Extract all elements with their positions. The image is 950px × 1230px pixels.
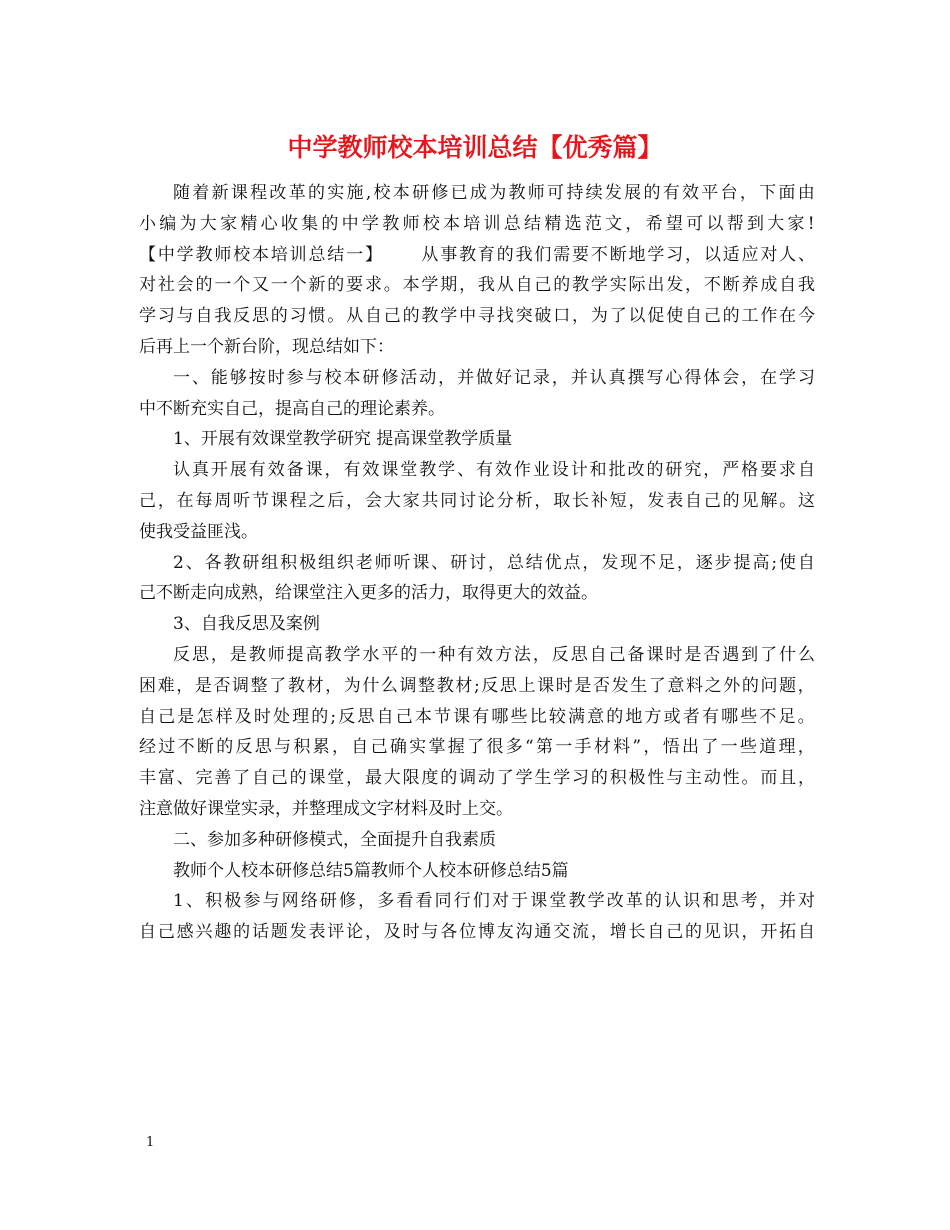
text-line: 教师个人校本研修总结5篇教师个人校本研修总结5篇 — [173, 860, 569, 881]
text-line: 随 着 新 课 程 改 革 的 实 施 , 校 本 研 修 已 成 为 教 师 可 持 续 发 展 的 有 效 平 台 ， 下 面 由 — [173, 183, 815, 203]
text-line: 后再上一个新台阶，现总结如下： — [139, 336, 394, 357]
text-line: 中不断充实自己，提高自己的理论素养。 — [139, 398, 445, 419]
text-line: 己不断走向成熟，给课堂注入更多的活力，取得更大的效益。 — [139, 583, 598, 604]
text-line: 学 习 与 自 我 反 思 的 习 惯 。 从 自 己 的 教 学 中 寻 找 突 破 口 ， 为 了 以 促 使 自 己 的 工 作 在 今 — [139, 306, 815, 327]
text-line: 二、参加多种研修模式，全面提升自我素质 — [173, 829, 496, 850]
text-line: 经 过 不 断 的 反 思 与 积 累 ， 自 己 确 实 掌 握 了 很 多 “ 第 一 手 材 料 ” ， 悟 出 了 一 些 道 理 ， — [139, 737, 815, 758]
text-line: 丰 富 、 完 善 了 自 己 的 课 堂 ， 最 大 限 度 的 调 动 了 学 生 学 习 的 积 极 性 与 主 动 性 。 而 且 ， — [139, 768, 815, 789]
text-line: 1、开展有效课堂教学研究 提高课堂教学质量 — [173, 429, 513, 450]
text-line: 困 难 ， 是 否 调 整 了 教 材 ， 为 什 么 调 整 教 材 ; 反 思 上 课 时 是 否 发 生 了 意 料 之 外 的 问 题 ， — [139, 675, 815, 696]
text-line: 反 思 ， 是 教 师 提 高 教 学 水 平 的 一 种 有 效 方 法 ， 反 思 自 己 备 课 时 是 否 遇 到 了 什 么 — [173, 644, 815, 665]
text-line: 使我受益匪浅。 — [139, 521, 258, 542]
text-line: 认 真 开 展 有 效 备 课 ， 有 效 课 堂 教 学 、 有 效 作 业 设 计 和 批 改 的 研 究 ， 严 格 要 求 自 — [173, 460, 815, 481]
text-line: 自 己 感 兴 趣 的 话 题 发 表 评 论 ， 及 时 与 各 位 博 友 沟 通 交 流 ， 增 长 自 己 的 见 识 ， 开 拓 自 — [139, 922, 815, 943]
document-body — [139, 178, 815, 948]
page-number: 1 — [146, 1135, 155, 1150]
text-line: 己 ， 在 每 周 听 节 课 程 之 后 ， 会 大 家 共 同 讨 论 分 析 ， 取 长 补 短 ， 发 表 自 己 的 见 解 。 这 — [139, 490, 815, 511]
text-line: 自 己 是 怎 样 及 时 处 理 的 ; 反 思 自 己 本 节 课 有 哪 些 比 较 满 意 的 地 方 或 者 有 哪 些 不 足 。 — [139, 706, 815, 727]
text-line: 2 、 各 教 研 组 积 极 组 织 老 师 听 课 、 研 讨 ， 总 结 优 点 ， 发 现 不 足 ， 逐 步 提 高 ; 使 自 — [173, 552, 815, 573]
text-line: 【 中 学 教 师 校 本 培 训 总 结 一 】 从 事 教 育 的 我 们 需 要 不 断 地 学 习 ， 以 适 应 对 人 、 — [139, 244, 815, 265]
document-title: 中学教师校本培训总结【优秀篇】 — [287, 133, 663, 162]
text-line: 1 、 积 极 参 与 网 络 研 修 ， 多 看 看 同 行 们 对 于 课 堂 教 学 改 革 的 认 识 和 思 考 ， 并 对 — [173, 891, 815, 912]
text-line: 对 社 会 的 一 个 又 一 个 新 的 要 求 。 本 学 期 ， 我 从 自 己 的 教 学 实 际 出 发 ， 不 断 养 成 自 我 — [139, 275, 815, 296]
text-line: 小 编 为 大 家 精 心 收 集 的 中 学 教 师 校 本 培 训 总 结 精 选 范 文 ， 希 望 可 以 帮 到 大 家 ! — [139, 213, 815, 234]
text-line: 3、自我反思及案例 — [173, 614, 320, 635]
text-line: 注意做好课堂实录，并整理成文字材料及时上交。 — [139, 798, 513, 819]
text-line: 一 、 能 够 按 时 参 与 校 本 研 修 活 动 ， 并 做 好 记 录 ， 并 认 真 撰 写 心 得 体 会 ， 在 学 习 — [173, 367, 815, 388]
